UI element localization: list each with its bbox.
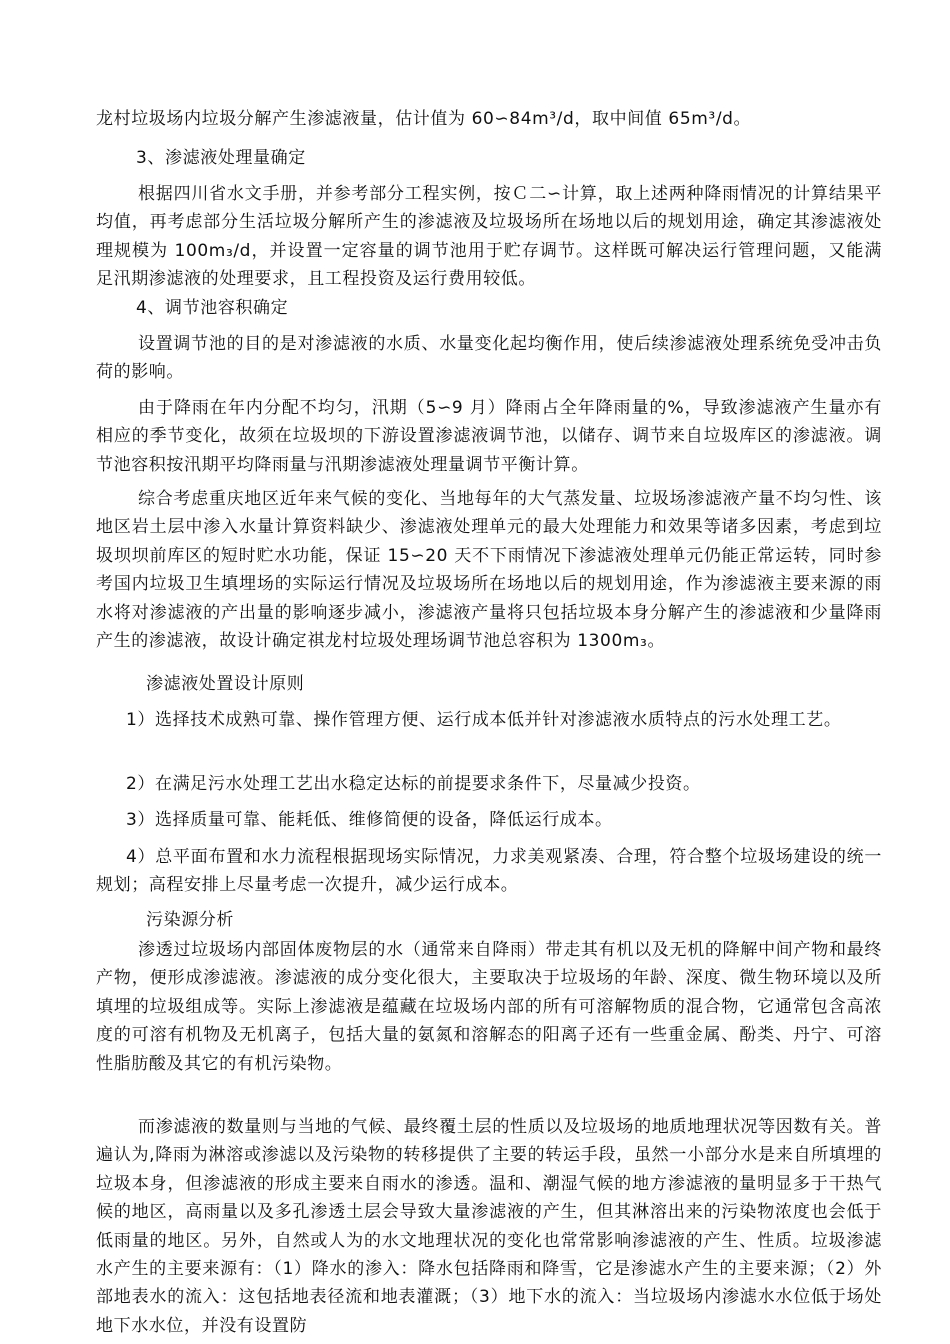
paragraph-leachate-volume: 龙村垃圾场内垃圾分解产生渗滤液量，估计值为 60∽84m³/d，取中间值 65m³/d。 xyxy=(96,109,752,129)
heading-design-principles: 渗滤液处置设计原则 xyxy=(146,674,305,694)
list-item-principle-2: 2）在满足污水处理工艺出水稳定达标的前提要求条件下，尽量减少投资。 xyxy=(126,774,701,794)
heading-treatment-capacity: 3、渗滤液处理量确定 xyxy=(136,148,306,168)
paragraph-tank-volume: 综合考虑重庆地区近年来气候的变化、当地每年的大气蒸发量、垃圾场渗滤液产量不均匀性、该地区岩土层中渗入水量计算资料缺少、渗滤液处理单元的最大处理能力和效果等诸多因素，考虑到垃圾坝坝前库区的短时贮水功能，保证 15∽20 天不下雨情况下渗滤液处理单元仍能正常运转，同时参考国内垃圾卫生填埋场的实际运行情况及垃圾场所在场地以后的规划用途，作为渗滤液主要来源的雨水将对渗滤液的产出量的影响逐步减小，渗滤液产量将只包括垃圾本身分解产生的渗滤液和少量降雨产生的渗滤液，故设计确定祺龙村垃圾处理场调节池总容积为 1300m₃。 xyxy=(96,489,882,652)
paragraph-seasonal-rainfall: 由于降雨在年内分配不均匀，汛期（5∽9 月）降雨占全年降雨量的%，导致渗滤液产生量亦有相应的季节变化，故须在垃圾坝的下游设置渗滤液调节池，以储存、调节来自垃圾库区的渗滤液。调节池容积按汛期平均降雨量与汛期渗滤液处理量调节平衡计算。 xyxy=(96,398,882,475)
list-item-principle-3: 3）选择质量可靠、能耗低、维修简便的设备，降低运行成本。 xyxy=(126,810,613,830)
list-item-principle-1: 1）选择技术成熟可靠、操作管理方便、运行成本低并针对渗滤液水质特点的污水处理工艺。 xyxy=(126,710,842,730)
paragraph-treatment-capacity: 根据四川省水文手册，并参考部分工程实例，按Ｃ二∽计算，取上述两种降雨情况的计算结果平均值，再考虑部分生活垃圾分解所产生的渗滤液及垃圾场所在场地以后的规划用途，确定其渗滤液处理规模为 100m₃/d，并设置一定容量的调节池用于贮存调节。这样既可解决运行管理问题，又能满足汛期渗滤液的处理要求，且工程投资及运行费用较低。 xyxy=(96,184,882,290)
list-item-principle-4: 4）总平面布置和水力流程根据现场实际情况，力求美观紧凑、合理，符合整个垃圾场建设的统一规划；高程安排上尽量考虑一次提升，减少运行成本。 xyxy=(96,847,882,896)
paragraph-tank-purpose: 设置调节池的目的是对渗滤液的水质、水量变化起均衡作用，使后续渗滤液处理系统免受冲击负荷的影响。 xyxy=(96,334,882,383)
heading-pollution-source: 污染源分析 xyxy=(146,910,234,930)
paragraph-leachate-quantity: 而渗滤液的数量则与当地的气候、最终覆土层的性质以及垃圾场的地质地理状况等因数有关。普遍认为,降雨为淋溶或渗滤以及污染物的转移提供了主要的转运手段，虽然一小部分水是来自所填埋的垃圾本身，但渗滤液的形成主要来自雨水的渗透。温和、潮湿气候的地方渗滤液的量明显多于干热气候的地区，高雨量以及多孔渗透土层会导致大量渗滤液的产生，但其淋溶出来的污染物浓度也会低于低雨量的地区。另外，自然或人为的水文地理状况的变化也常常影响渗滤液的产生、性质。垃圾渗滤水产生的主要来源有：（1）降水的渗入：降水包括降雨和降雪，它是渗滤水产生的主要来源；（2）外部地表水的流入：这包括地表径流和地表灌溉；（3）地下水的流入：当垃圾场内渗滤水水位低于场处地下水水位，并没有设置防 xyxy=(96,1117,882,1336)
heading-regulating-tank: 4、调节池容积确定 xyxy=(136,298,289,318)
paragraph-leachate-formation: 渗透过垃圾场内部固体废物层的水（通常来自降雨）带走其有机以及无机的降解中间产物和最终产物，便形成渗滤液。渗滤液的成分变化很大，主要取决于垃圾场的年龄、深度、微生物环境以及所填埋的垃圾组成等。实际上渗滤液是蕴藏在垃圾场内部的所有可溶解物质的混合物，它通常包含高浓度的可溶有机物及无机离子，包括大量的氨氮和溶解态的阳离子还有一些重金属、酚类、丹宁、可溶性脂肪酸及其它的有机污染物。 xyxy=(96,940,882,1074)
